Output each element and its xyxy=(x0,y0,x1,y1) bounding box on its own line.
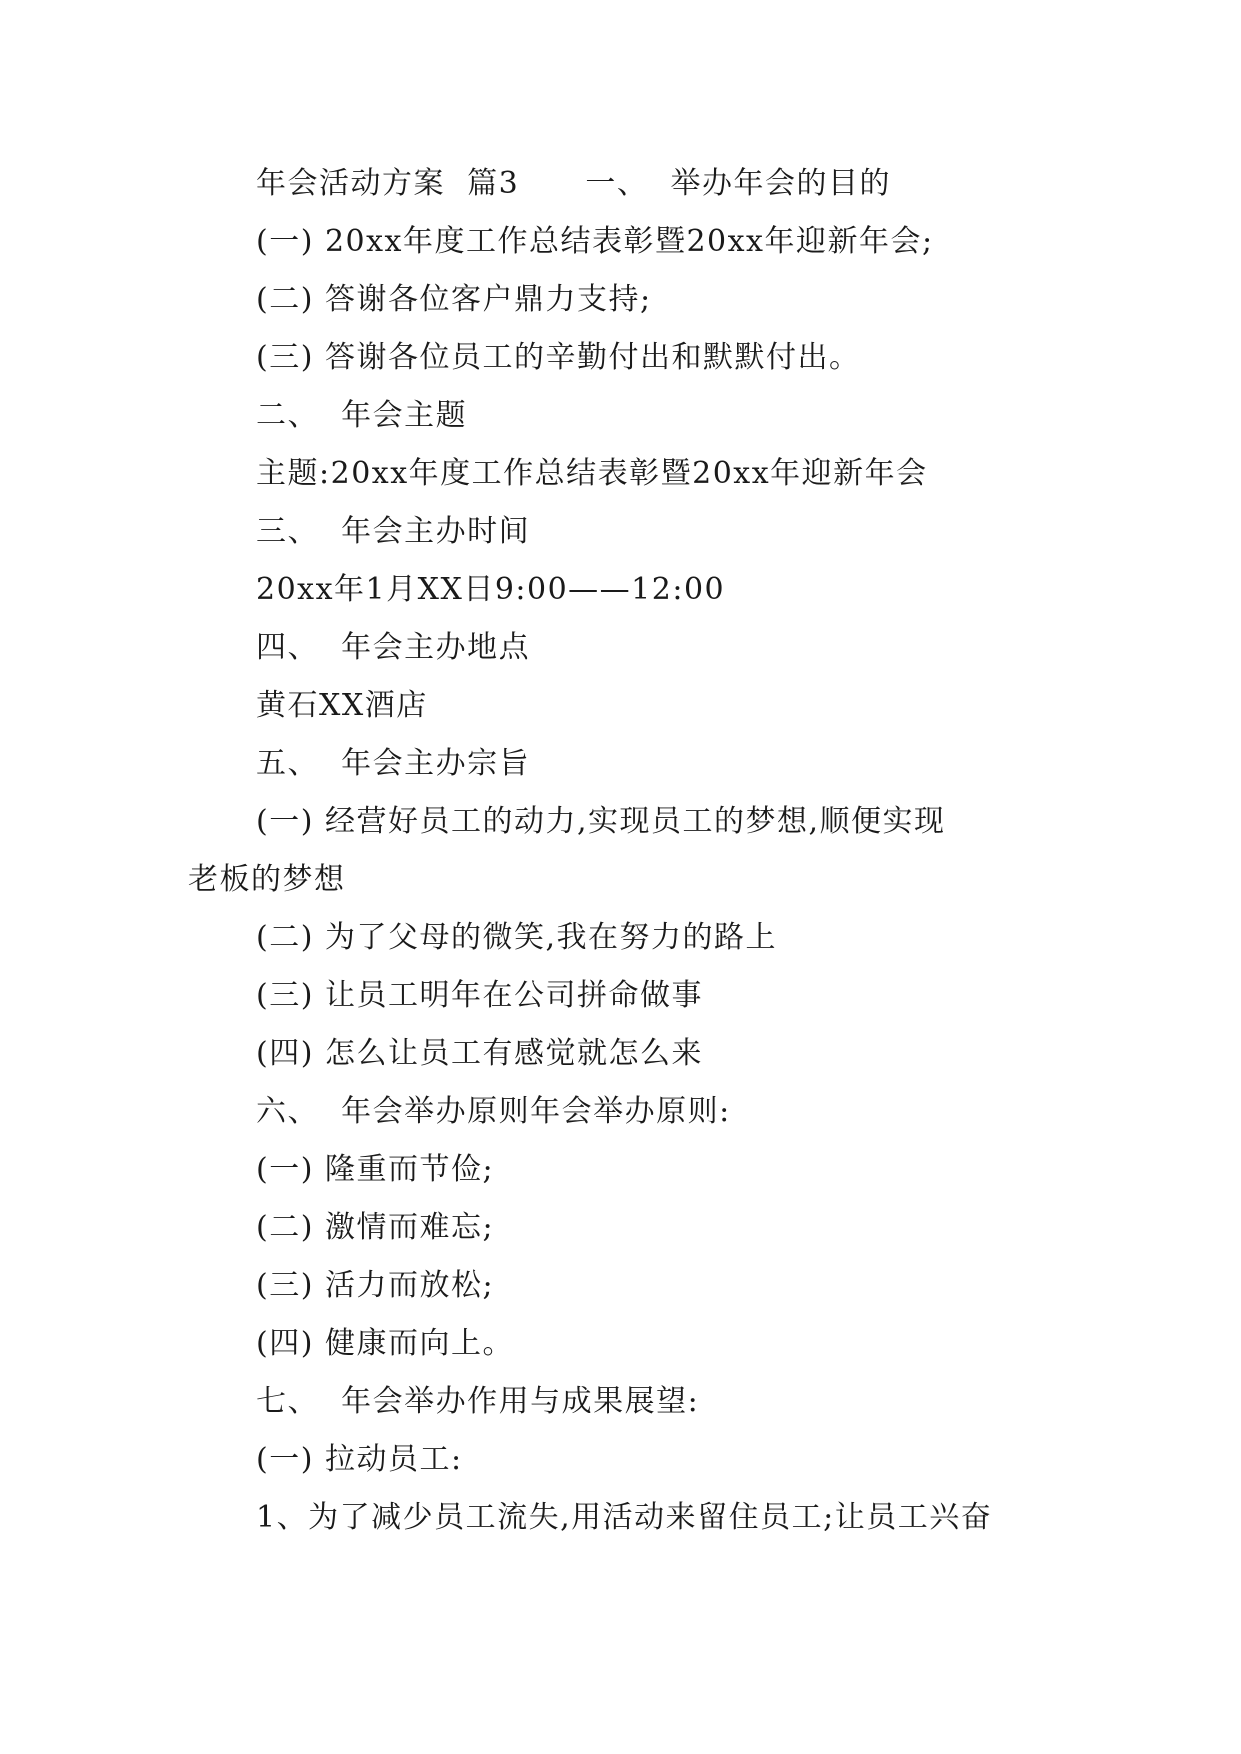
section-heading: 五、 年会主办宗旨 xyxy=(256,746,531,781)
section-heading: 七、 年会举办作用与成果展望: xyxy=(256,1384,700,1419)
paragraph-line: 20xx年1月XX日9:00——12:00 xyxy=(256,572,726,607)
section-heading: 二、 年会主题 xyxy=(256,398,468,433)
list-item: (四) 怎么让员工有感觉就怎么来 xyxy=(256,1036,703,1071)
list-item: (二) 答谢各位客户鼎力支持; xyxy=(256,282,652,317)
list-item: (三) 让员工明年在公司拼命做事 xyxy=(256,978,703,1013)
list-item: (一) 拉动员工: xyxy=(256,1442,463,1477)
section-heading: 四、 年会主办地点 xyxy=(256,630,531,665)
list-item: 1、为了减少员工流失,用活动来留住员工;让员工兴奋 xyxy=(256,1500,993,1535)
document-body xyxy=(188,155,1058,1547)
list-item: (三) 答谢各位员工的辛勤付出和默默付出。 xyxy=(256,340,861,375)
section-heading: 三、 年会主办时间 xyxy=(256,514,531,549)
list-item: (一) 隆重而节俭; xyxy=(256,1152,495,1187)
list-item: (四) 健康而向上。 xyxy=(256,1326,514,1361)
section-heading: 六、 年会举办原则年会举办原则: xyxy=(256,1094,731,1129)
list-item: (二) 为了父母的微笑,我在努力的路上 xyxy=(256,920,777,955)
heading-line: 年会活动方案 篇3 一、 举办年会的目的 xyxy=(256,166,891,201)
paragraph-line: 主题:20xx年度工作总结表彰暨20xx年迎新年会 xyxy=(256,456,928,491)
list-item: (三) 活力而放松; xyxy=(256,1268,495,1303)
list-item: (二) 激情而难忘; xyxy=(256,1210,495,1245)
list-item-continuation: 老板的梦想 xyxy=(188,862,346,897)
list-item: (一) 20xx年度工作总结表彰暨20xx年迎新年会; xyxy=(256,224,934,259)
paragraph-line: 黄石XX酒店 xyxy=(256,688,428,723)
list-item: (一) 经营好员工的动力,实现员工的梦想,顺便实现 xyxy=(256,804,946,839)
